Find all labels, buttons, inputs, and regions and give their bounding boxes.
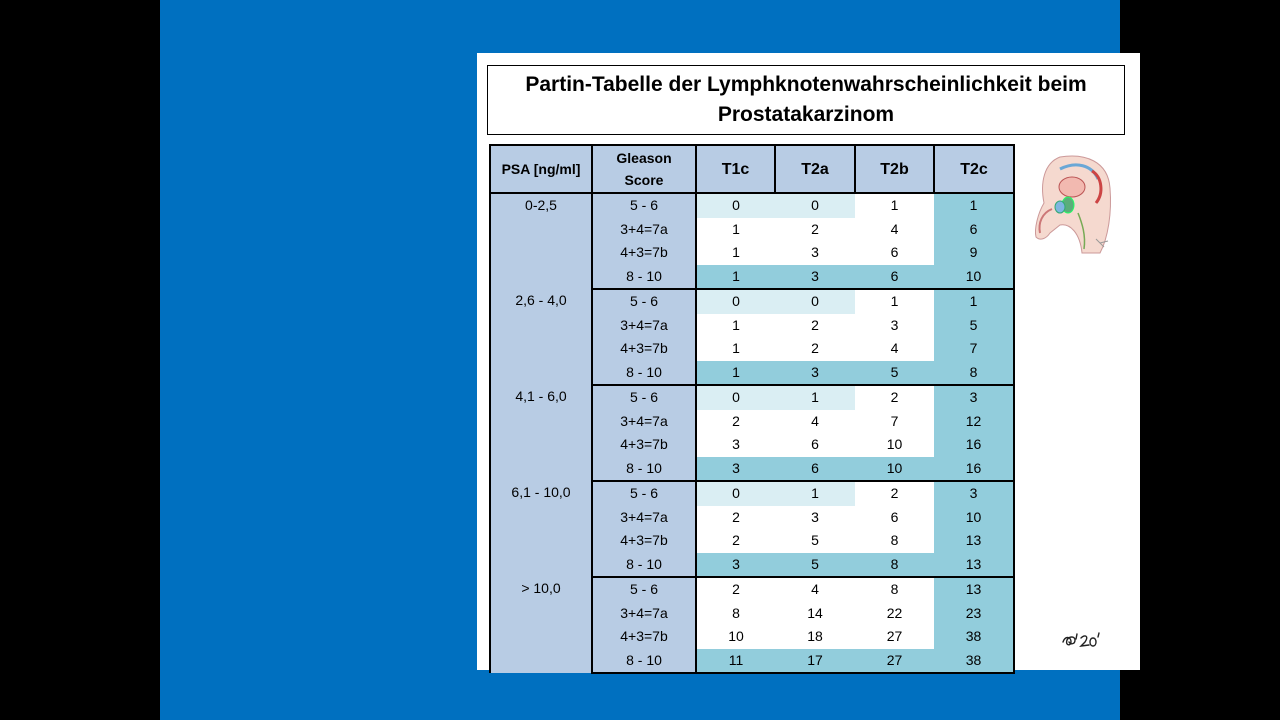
value-cell-t2a: 5 [775,529,855,553]
value-cell-t1c: 1 [696,241,775,265]
gleason-cell: 5 - 6 [592,385,696,410]
header-t2a: T2a [775,145,855,193]
value-cell-t1c: 2 [696,506,775,530]
value-cell-t1c: 8 [696,602,775,626]
value-cell-t2a: 3 [775,265,855,290]
value-cell-t2a: 0 [775,289,855,314]
gleason-cell: 4+3=7b [592,529,696,553]
gleason-cell: 5 - 6 [592,193,696,218]
value-cell-t2c: 3 [934,481,1014,506]
value-cell-t2c: 1 [934,193,1014,218]
table-header-row [490,145,1014,193]
value-cell-t1c: 1 [696,265,775,290]
value-cell-t2c: 13 [934,577,1014,602]
value-cell-t2b: 6 [855,241,934,265]
value-cell-t2c: 12 [934,410,1014,434]
value-cell-t2a: 5 [775,553,855,578]
pelvis-anatomy-illustration [1030,153,1114,255]
value-cell-t1c: 2 [696,577,775,602]
gleason-cell: 3+4=7a [592,314,696,338]
value-cell-t1c: 0 [696,289,775,314]
header-t2c: T2c [934,145,1014,193]
value-cell-t2b: 2 [855,385,934,410]
value-cell-t2a: 1 [775,481,855,506]
value-cell-t2a: 2 [775,218,855,242]
header-gleason-line2: Score [624,172,664,188]
author-signature-icon [1059,628,1109,650]
header-gleason [592,145,696,193]
header-t2b: T2b [855,145,934,193]
table-body [490,193,1014,673]
value-cell-t2c: 10 [934,265,1014,290]
header-psa: PSA [ng/ml] [490,145,592,193]
value-cell-t1c: 0 [696,193,775,218]
value-cell-t1c: 1 [696,218,775,242]
value-cell-t2c: 13 [934,553,1014,578]
gleason-cell: 4+3=7b [592,433,696,457]
value-cell-t2b: 2 [855,481,934,506]
value-cell-t2b: 10 [855,433,934,457]
gleason-cell: 8 - 10 [592,457,696,482]
psa-range-cell: > 10,0 [490,577,592,673]
gleason-cell: 8 - 10 [592,361,696,386]
partin-table-container [489,144,1013,674]
value-cell-t2a: 4 [775,577,855,602]
value-cell-t2c: 16 [934,457,1014,482]
value-cell-t2b: 1 [855,289,934,314]
value-cell-t2c: 6 [934,218,1014,242]
gleason-cell: 3+4=7a [592,506,696,530]
value-cell-t2c: 16 [934,433,1014,457]
value-cell-t2c: 38 [934,625,1014,649]
value-cell-t2a: 3 [775,241,855,265]
gleason-cell: 3+4=7a [592,602,696,626]
value-cell-t2b: 10 [855,457,934,482]
value-cell-t2b: 8 [855,577,934,602]
psa-range-cell: 0-2,5 [490,193,592,289]
table-row [490,289,1014,314]
gleason-cell: 3+4=7a [592,410,696,434]
value-cell-t2b: 5 [855,361,934,386]
value-cell-t2b: 8 [855,553,934,578]
header-t1c: T1c [696,145,775,193]
gleason-cell: 5 - 6 [592,289,696,314]
slide-canvas [477,53,1140,670]
value-cell-t2a: 6 [775,433,855,457]
value-cell-t2b: 1 [855,193,934,218]
value-cell-t2a: 2 [775,337,855,361]
value-cell-t2b: 8 [855,529,934,553]
partin-table [489,144,1015,674]
gleason-cell: 8 - 10 [592,265,696,290]
gleason-cell: 8 - 10 [592,649,696,674]
value-cell-t1c: 2 [696,410,775,434]
slide-title [487,65,1125,135]
value-cell-t2b: 22 [855,602,934,626]
psa-range-cell: 4,1 - 6,0 [490,385,592,481]
value-cell-t2c: 9 [934,241,1014,265]
value-cell-t1c: 3 [696,553,775,578]
value-cell-t1c: 2 [696,529,775,553]
value-cell-t2c: 10 [934,506,1014,530]
value-cell-t2a: 17 [775,649,855,674]
value-cell-t2a: 18 [775,625,855,649]
value-cell-t2a: 0 [775,193,855,218]
value-cell-t1c: 0 [696,481,775,506]
slide-background [160,0,1120,720]
value-cell-t2c: 3 [934,385,1014,410]
title-line-1: Partin-Tabelle der Lymphknotenwahrscheinlichkeit beim [525,73,1087,96]
gleason-cell: 4+3=7b [592,625,696,649]
value-cell-t1c: 3 [696,457,775,482]
value-cell-t1c: 3 [696,433,775,457]
value-cell-t2a: 6 [775,457,855,482]
value-cell-t2c: 7 [934,337,1014,361]
value-cell-t2b: 4 [855,337,934,361]
value-cell-t2b: 27 [855,649,934,674]
value-cell-t2b: 6 [855,265,934,290]
value-cell-t2c: 8 [934,361,1014,386]
table-row [490,193,1014,218]
value-cell-t2b: 4 [855,218,934,242]
value-cell-t2b: 6 [855,506,934,530]
value-cell-t2a: 3 [775,361,855,386]
table-row [490,385,1014,410]
value-cell-t2a: 14 [775,602,855,626]
gleason-cell: 5 - 6 [592,481,696,506]
value-cell-t1c: 1 [696,314,775,338]
value-cell-t2b: 7 [855,410,934,434]
psa-range-cell: 2,6 - 4,0 [490,289,592,385]
title-line-2: Prostatakarzinom [717,103,895,126]
value-cell-t1c: 0 [696,385,775,410]
value-cell-t2c: 13 [934,529,1014,553]
value-cell-t2a: 1 [775,385,855,410]
psa-range-cell: 6,1 - 10,0 [490,481,592,577]
value-cell-t2b: 27 [855,625,934,649]
value-cell-t2a: 4 [775,410,855,434]
value-cell-t2b: 3 [855,314,934,338]
value-cell-t2a: 2 [775,314,855,338]
value-cell-t1c: 1 [696,361,775,386]
value-cell-t2a: 3 [775,506,855,530]
header-gleason-line1: Gleason [616,150,672,166]
value-cell-t2c: 5 [934,314,1014,338]
gleason-cell: 8 - 10 [592,553,696,578]
value-cell-t1c: 10 [696,625,775,649]
gleason-cell: 4+3=7b [592,337,696,361]
value-cell-t2c: 1 [934,289,1014,314]
value-cell-t1c: 11 [696,649,775,674]
gleason-cell: 3+4=7a [592,218,696,242]
value-cell-t1c: 1 [696,337,775,361]
gleason-cell: 4+3=7b [592,241,696,265]
gleason-cell: 5 - 6 [592,577,696,602]
value-cell-t2c: 23 [934,602,1014,626]
table-row [490,481,1014,506]
table-row [490,577,1014,602]
value-cell-t2c: 38 [934,649,1014,674]
